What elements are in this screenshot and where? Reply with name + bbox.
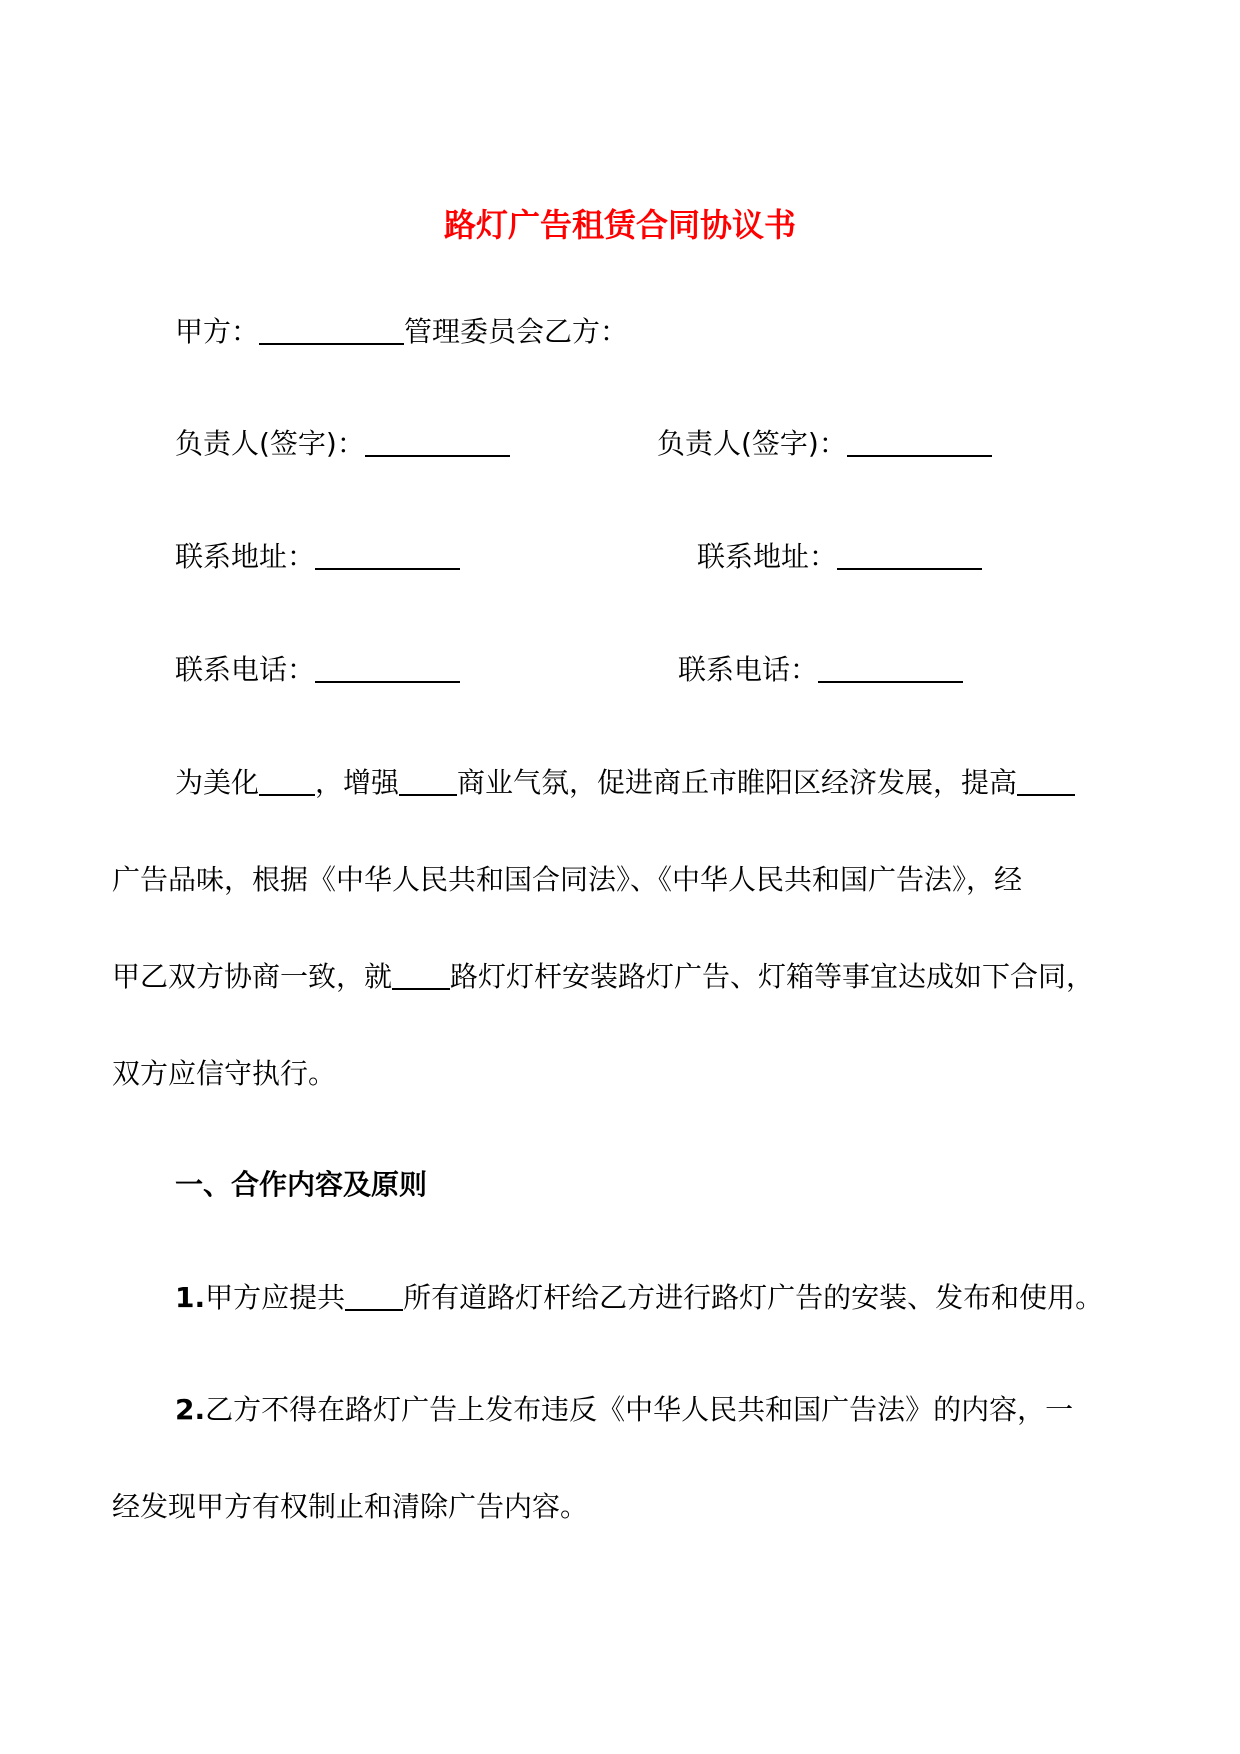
party-line [175,312,628,352]
intro-text: ，增强 [315,766,400,799]
clause-number: 1. [175,1281,206,1314]
blank [1017,766,1075,796]
manager-label-b: 负责人(签字)： [657,427,847,460]
clause-text: 甲方应提共 [205,1281,346,1314]
address-label-a: 联系地址： [175,540,316,573]
address-blank-a [315,540,460,570]
intro-text: 路灯灯杆安装路灯广告、灯箱等事宜达成如下合同， [450,960,1095,993]
phone-blank-a [315,653,460,683]
phone-blank-b [818,653,963,683]
intro-line-4: 双方应信守执行。 [112,1057,337,1090]
manager-blank-a [365,427,510,457]
party-b-label: 管理委员会乙方： [404,315,629,348]
party-a-phone [175,650,460,690]
section-heading: 一、合作内容及原则 [175,1168,428,1201]
blank [399,766,457,796]
phone-label-a: 联系电话： [175,653,316,686]
intro-line-2: 广告品味，根据《中华人民共和国合同法》、《中华人民共和国广告法》，经 [112,863,1023,896]
intro-text: 商业气氛，促进商丘市睢阳区经济发展，提高 [457,766,1018,799]
party-b-manager [657,424,992,464]
blank [345,1281,403,1311]
party-b-phone [678,650,963,690]
party-a-label: 甲方： [175,315,260,348]
clause-number: 2. [175,1393,206,1426]
clause-2-continued: 经发现甲方有权制止和清除广告内容。 [112,1490,589,1523]
party-a-manager [175,424,510,464]
clause-2 [175,1390,1073,1430]
party-b-address [697,537,982,577]
party-a-address [175,537,460,577]
manager-blank-b [847,427,992,457]
phone-label-b: 联系电话： [678,653,819,686]
blank [392,960,450,990]
blank [259,766,315,796]
clause-1 [175,1278,1103,1318]
document-title: 路灯广告租赁合同协议书 [443,206,796,244]
intro-line-3 [112,957,1094,997]
address-label-b: 联系地址： [697,540,838,573]
intro-text: 为美化 [175,766,260,799]
clause-text: 乙方不得在路灯广告上发布违反《中华人民共和国广告法》的内容，一 [205,1393,1074,1426]
intro-text: 甲乙双方协商一致，就 [112,960,393,993]
clause-text: 所有道路灯杆给乙方进行路灯广告的安装、发布和使用。 [403,1281,1104,1314]
intro-line-1 [175,763,1075,803]
address-blank-b [837,540,982,570]
party-a-blank [259,315,404,345]
manager-label-a: 负责人(签字)： [175,427,365,460]
